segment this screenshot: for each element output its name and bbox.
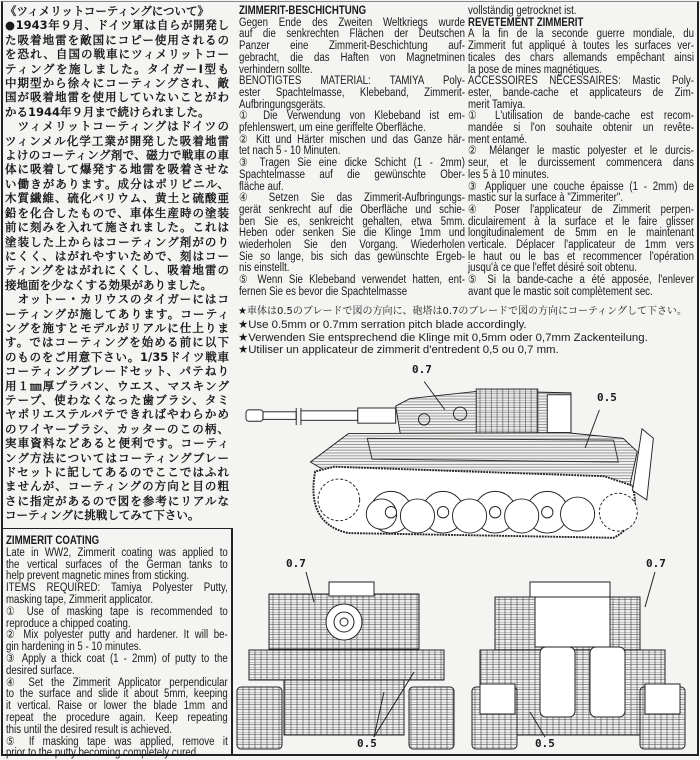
german-heading: ZIMMERIT-BESCHICHTUNG [239, 5, 367, 17]
text-line: diculairement à la surface et le faire glisser [468, 215, 694, 228]
text-line: ーティングが施してあります。コーティ [5, 306, 229, 321]
text-line: 鉛を化合したもので、車体生産時の塗装 [5, 205, 229, 220]
text-line: ティングをはがれにくくし、吸着地雷の [5, 263, 229, 278]
text-line: ① Die Verwendung von Klebeband ist em- [239, 110, 465, 123]
note-japanese: ★車体は0.5のブレードで図の方向に、砲塔は0.7のブレードで図の方向にコーティングして下さい。 [238, 306, 687, 317]
text-line: ① L'utilisation de bande-cache est recom- [468, 110, 694, 123]
english-box-divider [231, 528, 233, 754]
text-line: la pose de mines magnétiques. [468, 63, 602, 76]
note-french: ★Utiliser un applicateur de zimmerit d'entredent 0,5 ou 0,7 mm. [238, 344, 559, 357]
text-line: ACCESSOIRES NECESSAIRES: Mastic Poly- [468, 75, 694, 88]
text-line: ② Mélanger le mastic polyester et le durcis- [468, 145, 694, 158]
tank-rear-view [460, 572, 695, 752]
text-line: い働きがあります。成分はポリビニル、 [5, 176, 229, 191]
text-line: fernen Sie es bevor die Spachtelmasse [239, 285, 408, 298]
text-line: masking tape, Zimmerit applicator. [6, 593, 154, 606]
text-line: コーティングブレードセット、パテねり [5, 364, 229, 379]
text-line: さに指定があるので図を参考にリアルな [5, 493, 229, 508]
text-line: seur, et le durcissement commencera dans [468, 157, 694, 170]
english-section [6, 536, 228, 760]
english-heading: ZIMMERIT COATING [6, 535, 100, 547]
text-line: 実車資料などあると便利です。コーティ [5, 436, 229, 451]
rear-turret-blade-label: 0.7 [646, 557, 666, 570]
text-line: ③ Appliquer une couche épaisse (1 - 2mm) de [468, 180, 694, 193]
text-line: le haut ou le bas et recommencer l'opération [468, 250, 694, 263]
text-line: help prevent magnetic mines from sticking. [6, 570, 190, 583]
text-line: BENÖTIGTES MATERIAL: TAMIYA Poly- [239, 75, 465, 88]
text-line: ③ Apply a thick coat (1 - 2mm) of putty to the [6, 652, 228, 665]
text-line: ④ Poser l'applicateur de Zimmerit perpen- [468, 203, 694, 216]
text-line: 国が吸着地雷を使用していないことがわ [5, 90, 229, 105]
tank-side-view [232, 372, 692, 552]
text-line: 接地面を少なくする効果がありました。 [5, 277, 212, 292]
text-line: 中期型から徐々にコーティングされ、敵 [5, 76, 229, 91]
text-line: ③ Tragen Sie eine dicke Schicht (1 - 2mm) [239, 157, 465, 170]
text-line: ティングを施しました。タイガーⅠ型も [5, 61, 229, 76]
text-line: Spachtelmasse auf die gewünschte Ober- [239, 168, 465, 181]
text-line: ⑤ If masking tape was applied, remove it [6, 735, 228, 748]
text-line: merit Tamiya. [468, 98, 526, 111]
text-line: the vertical surfaces of the German tanks to [6, 558, 228, 571]
text-line: よけのコーティング剤で、磁力で戦車の車 [5, 148, 229, 163]
french-body [468, 29, 694, 298]
text-line: 塗装した上からはコーティング剤がのり [5, 234, 229, 249]
text-line: ester Spachtelmasse, Klebeband, Zimmerit- [239, 86, 465, 99]
text-line: 前に刻みを入れて施されました。これは [5, 220, 229, 235]
text-line: ツィンメル化学工業が開発した吸着地雷 [5, 133, 229, 148]
text-line: it vertical. Raise or lower the blade 1mm and [6, 700, 228, 713]
text-line: のワイヤーブラシ、カッターのこの柄、 [5, 421, 229, 436]
text-line: にくく、はがれやすいためで、刻はコー [5, 248, 229, 263]
text-line: mandée si l'on souhaite obtenir un revête- [468, 122, 694, 135]
japanese-title: 《ツィメリットコーティングについて》 [5, 4, 210, 18]
text-line: to the surface and slide it about 5mm, keeping [6, 688, 228, 701]
tank-front-view [234, 572, 459, 752]
text-line: ドセットに記してあるのでここではふれ [5, 465, 229, 479]
text-line: gebracht, die das Haften von Magnetminen [239, 51, 465, 64]
english-box-top [1, 528, 233, 529]
german-continuation: vollständig getrocknet ist. [468, 5, 577, 17]
text-line: tet nach 5 - 10 Minuten. [239, 145, 341, 158]
text-line: nis einstellt. [239, 262, 290, 275]
text-line: fläche auf. [239, 180, 284, 193]
text-line: ticales des chars allemands empêchant ainsi [468, 51, 694, 64]
text-line: A la fin de la seconde guerre mondiale, du [468, 28, 694, 41]
text-line: Aufbringungsgeräts. [239, 98, 326, 111]
blade-notes [238, 306, 693, 357]
text-line: Panzer eine Zimmerit-Beschichtung auf- [239, 40, 465, 53]
text-line: ② Kitt und Härter mischen und das Ganze här- [239, 133, 465, 146]
rear-hull-blade-label: 0.5 [535, 737, 555, 750]
text-line: desired surface. [6, 664, 75, 677]
text-line: テープ、使わなくなった歯ブラシ、タミ [5, 392, 229, 407]
text-line: ヤポリエステルパテできればやわらかめ [5, 407, 229, 422]
text-line: prior to the putty becoming completely cured. [6, 747, 199, 760]
french-heading: REVETEMENT ZIMMERIT [468, 16, 584, 29]
japanese-section [5, 4, 229, 523]
text-line: 用１㎜厚プラバン、ウエス、マスキング [5, 378, 229, 393]
text-line: Gegen Ende des Zweiten Weltkriegs wurde [239, 16, 465, 29]
text-line: Zimmerit fut appliqué à toutes les surfaces ver- [468, 40, 694, 53]
text-line: this until the desired result is achieved. [6, 723, 172, 736]
text-line: pfehlenswert, um eine geriffelte Oberfläche. [239, 122, 426, 135]
text-line: ●1943年９月、ドイツ軍は自らが開発し [5, 18, 229, 33]
text-line: wiederholen Sie den Vorgang. Wiederholen [239, 239, 465, 252]
german-section [239, 6, 465, 299]
text-line: オットー・カリウスのタイガーにはコ [5, 292, 229, 307]
text-line: Late in WW2, Zimmerit coating was applied to [6, 546, 228, 559]
side-turret-blade-label: 0.7 [412, 363, 432, 376]
text-line: ① Use of masking tape is recommended to [6, 605, 228, 618]
text-line: jusqu'à ce que l'effet désiré soit obtenu. [468, 262, 637, 275]
text-line: ツィメリットコーティングはドイツの [5, 119, 229, 134]
text-line: les 5 à 10 minutes. [468, 168, 550, 181]
text-line: ester, bande-cache et applicateurs de Zim- [468, 86, 694, 99]
german-body [239, 18, 465, 299]
text-line: ませんが、コーティングの方向と目の粗 [5, 479, 229, 494]
front-hull-blade-label: 0.5 [357, 737, 377, 750]
note-german: ★Verwenden Sie entsprechend die Klinge mit 0,5mm oder 0,7mm Zackenteilung. [238, 331, 648, 344]
text-line: ITEMS REQUIRED: Tamiya Polyester Putty, [6, 582, 228, 595]
text-line: ④ Set the Zimmerit Applicator perpendicular [6, 676, 228, 689]
text-line: ment entamé. [468, 133, 528, 146]
text-line: ④ Setzen Sie das Zimmerit-Aufbringungs- [239, 192, 465, 205]
side-hull-blade-label: 0.5 [597, 391, 617, 404]
text-line: gin hardening in 5 - 10 minutes. [6, 641, 142, 654]
text-line: verticale. Déplacer l'applicateur de 1mm vers [468, 239, 694, 252]
text-line: ング方法についてはコーティングブレー [5, 450, 229, 465]
english-body [6, 548, 228, 760]
text-line: longitudinalement de 5mm en le maintenant [468, 227, 694, 240]
text-line: コーティングに挑戦してみて下さい。 [5, 508, 200, 523]
text-line: 体に吸着して爆発する地雷を吸着させな [5, 162, 229, 177]
text-line: た吸着地雷を敵国にコピー使用されるの [5, 32, 229, 47]
text-line: repeat the procedure again. Keep repeating [6, 711, 228, 724]
text-line: かる1944年９月まで続けられました。 [5, 104, 210, 119]
text-line: す。ではコーティングを始める前に以下 [5, 335, 229, 350]
text-line: ② Mix polyester putty and hardener. It will be- [6, 629, 228, 642]
text-line: mastic sur la surface à "Zimmeriter". [468, 192, 624, 205]
french-section [468, 6, 694, 299]
text-line: ⑤ Wenn Sie Klebeband verwendet hatten, ent- [239, 274, 465, 287]
text-line: verhindern sollte. [239, 63, 313, 76]
japanese-body [5, 18, 229, 522]
note-english: ★Use 0.5mm or 0.7mm serration pitch blade accordingly. [238, 318, 527, 331]
text-line: ben Sie es, senkreicht gehalten, etwa 5mm. [239, 215, 465, 228]
text-line: ⑤ Si la bande-cache a été apposée, l'enlever [468, 274, 694, 287]
text-line: Sie so lange, bis sich das gewünschte Ergeb- [239, 250, 465, 263]
text-line: auf die senkrechten Flächen der Deutschen [239, 28, 465, 41]
text-line: gerät senkrecht auf die Oberfläche und schie- [239, 203, 465, 216]
front-turret-blade-label: 0.7 [286, 557, 306, 570]
text-line: ングを施すとモデルがリアルに仕上りま [5, 320, 229, 335]
text-line: のものをご用意下さい。1/35ドイツ戦車 [5, 349, 229, 364]
text-line: reproduce a chipped coating. [6, 617, 131, 630]
text-line: Heben oder senken Sie die Klinge 1mm und [239, 227, 465, 240]
text-line: 木質繊維、硫化バリウム、黄土と硫酸亜 [5, 191, 229, 206]
text-line: を恐れ、自国の戦車にツィメリットコー [5, 47, 229, 62]
text-line: avant que le mastic soit complètement sec. [468, 285, 653, 298]
